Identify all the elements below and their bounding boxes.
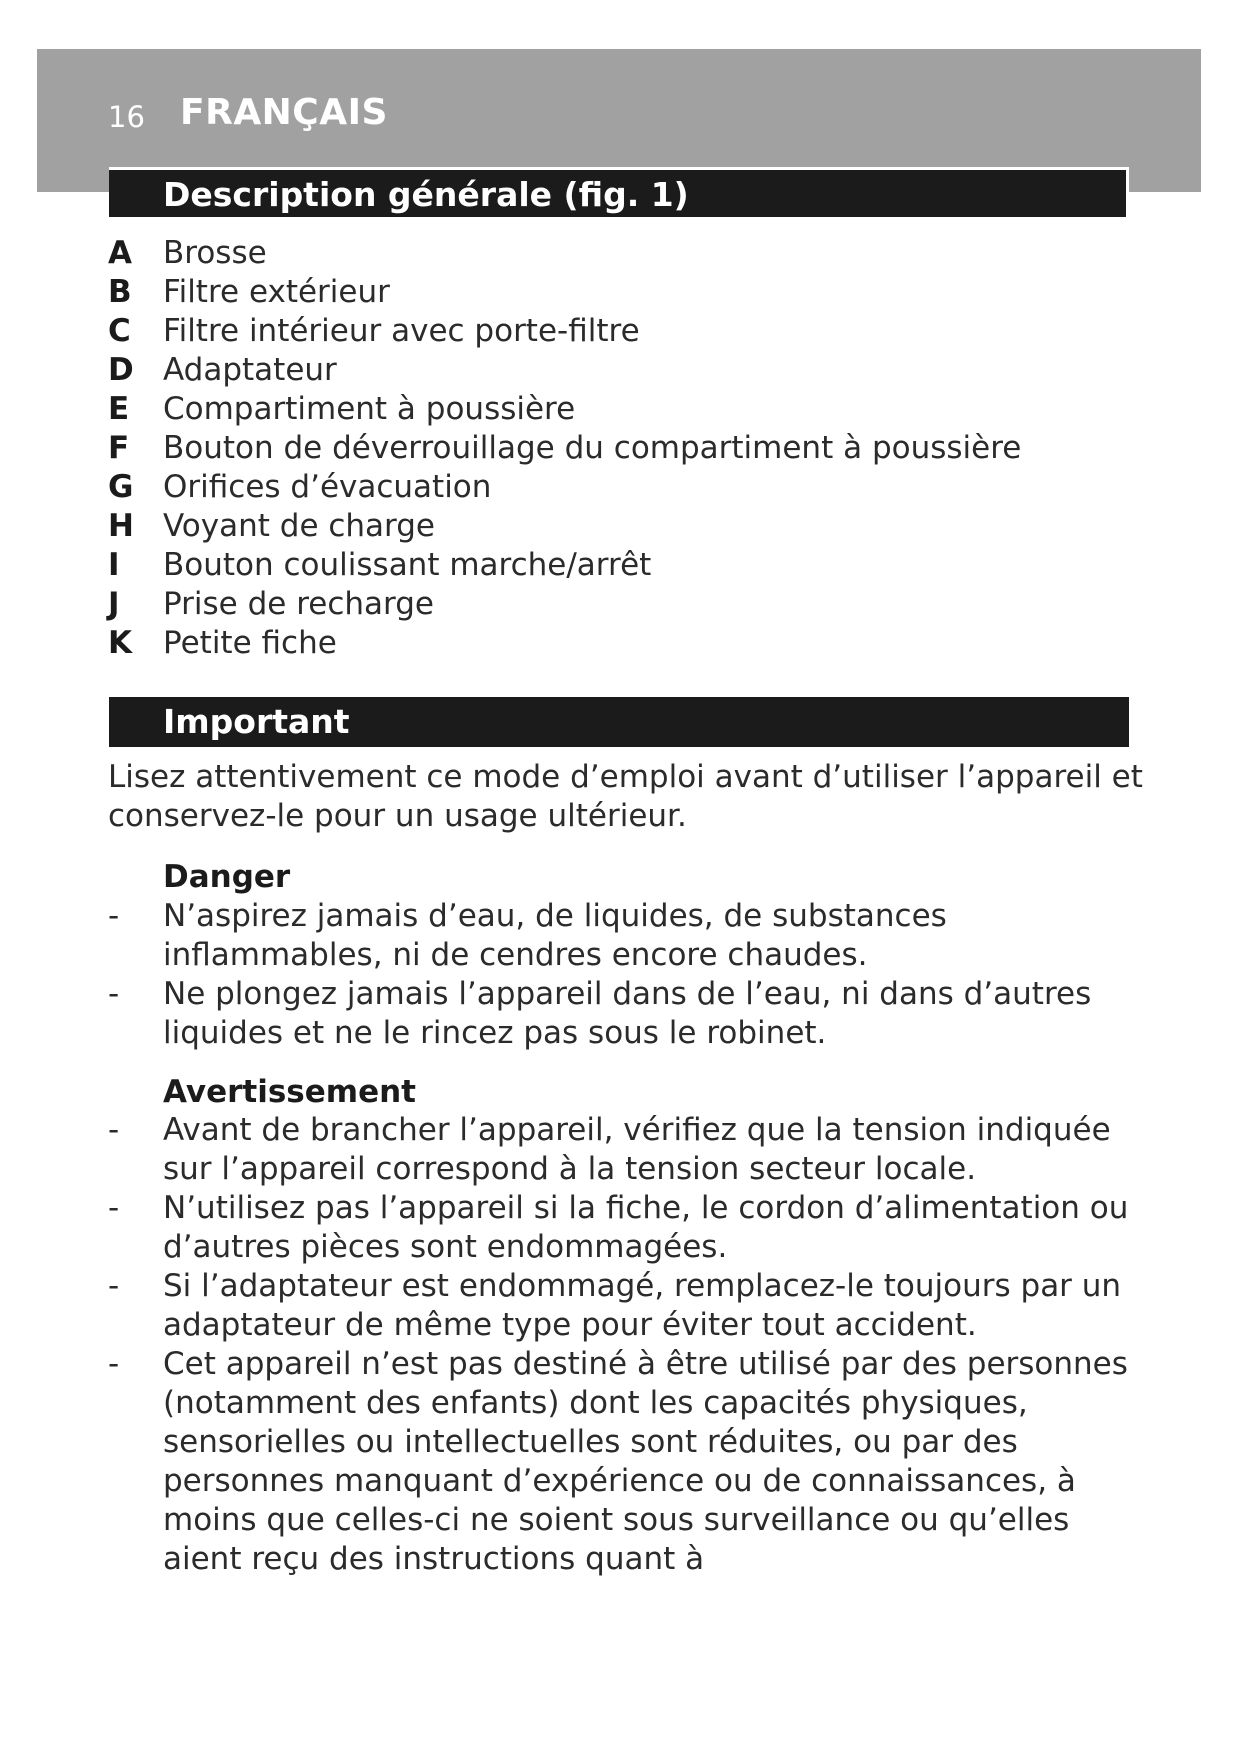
part-label: Compartiment à poussière bbox=[163, 391, 576, 427]
part-letter: G bbox=[108, 469, 134, 505]
part-letter: J bbox=[108, 586, 120, 622]
warning-heading: Avertissement bbox=[163, 1074, 416, 1110]
part-letter: B bbox=[108, 274, 132, 310]
bullet-dash: - bbox=[108, 1268, 120, 1304]
section-title-important: Important bbox=[109, 697, 1129, 747]
list-item bbox=[108, 507, 1021, 546]
parts-list bbox=[108, 234, 1021, 663]
danger-list bbox=[108, 897, 1138, 1053]
list-item bbox=[108, 234, 1021, 273]
important-intro: Lisez attentivement ce mode d’emploi avant d’utiliser l’appareil et conservez-le pour un usage ultérieur. bbox=[108, 759, 1143, 834]
list-item bbox=[108, 975, 1138, 1053]
warning-list bbox=[108, 1111, 1138, 1579]
part-letter: K bbox=[108, 625, 133, 661]
danger-heading: Danger bbox=[163, 859, 291, 895]
bullet-text: N’utilisez pas l’appareil si la fiche, le cordon d’alimentation ou d’autres pièces sont endommagées. bbox=[163, 1190, 1129, 1265]
part-label: Adaptateur bbox=[163, 352, 337, 388]
bullet-dash: - bbox=[108, 1346, 120, 1382]
part-label: Bouton coulissant marche/arrêt bbox=[163, 547, 652, 583]
part-letter: H bbox=[108, 508, 134, 544]
bullet-dash: - bbox=[108, 1190, 120, 1226]
list-item bbox=[108, 897, 1138, 975]
part-letter: C bbox=[108, 313, 131, 349]
part-label: Filtre extérieur bbox=[163, 274, 390, 310]
list-item bbox=[108, 390, 1021, 429]
list-item bbox=[108, 312, 1021, 351]
page-number: 16 bbox=[108, 100, 145, 134]
bullet-text: Si l’adaptateur est endommagé, remplacez-le toujours par un adaptateur de même type pour éviter tout accident. bbox=[163, 1268, 1122, 1343]
part-letter: F bbox=[108, 430, 130, 466]
bullet-text: Avant de brancher l’appareil, vérifiez que la tension indiquée sur l’appareil correspond à la tension secteur locale. bbox=[163, 1112, 1111, 1187]
part-letter: D bbox=[108, 352, 134, 388]
list-item bbox=[108, 546, 1021, 585]
list-item bbox=[108, 1189, 1138, 1267]
part-label: Filtre intérieur avec porte-filtre bbox=[163, 313, 640, 349]
list-item bbox=[108, 273, 1021, 312]
part-letter: I bbox=[108, 547, 120, 583]
bullet-text: N’aspirez jamais d’eau, de liquides, de substances inflammables, ni de cendres encore chaudes. bbox=[163, 898, 947, 973]
list-item bbox=[108, 1267, 1138, 1345]
bullet-text: Ne plongez jamais l’appareil dans de l’eau, ni dans d’autres liquides et ne le rincez pas sous le robinet. bbox=[163, 976, 1092, 1051]
list-item bbox=[108, 351, 1021, 390]
list-item bbox=[108, 624, 1021, 663]
list-item bbox=[108, 1111, 1138, 1189]
part-label: Orifices d’évacuation bbox=[163, 469, 492, 505]
part-label: Petite fiche bbox=[163, 625, 337, 661]
list-item bbox=[108, 429, 1021, 468]
part-label: Bouton de déverrouillage du compartiment à poussière bbox=[163, 430, 1022, 466]
part-label: Prise de recharge bbox=[163, 586, 434, 622]
list-item bbox=[108, 1345, 1138, 1579]
bullet-dash: - bbox=[108, 1112, 120, 1148]
part-letter: A bbox=[108, 235, 132, 271]
language-heading: FRANÇAIS bbox=[180, 92, 388, 133]
bullet-dash: - bbox=[108, 976, 120, 1012]
list-item bbox=[108, 468, 1021, 507]
section-title-description: Description générale (fig. 1) bbox=[109, 167, 1129, 217]
bullet-dash: - bbox=[108, 898, 120, 934]
part-letter: E bbox=[108, 391, 130, 427]
part-label: Voyant de charge bbox=[163, 508, 436, 544]
list-item bbox=[108, 585, 1021, 624]
bullet-text: Cet appareil n’est pas destiné à être utilisé par des personnes (notamment des enfants) dont les capacités physiques, sensorielles ou intellectuelles sont réduites, ou par des personnes manquant d’expérience ou de connaissances, à moins que celles-ci ne soient sous surveillance ou qu’elles aient reçu des instructions quant à bbox=[163, 1346, 1128, 1577]
part-label: Brosse bbox=[163, 235, 267, 271]
